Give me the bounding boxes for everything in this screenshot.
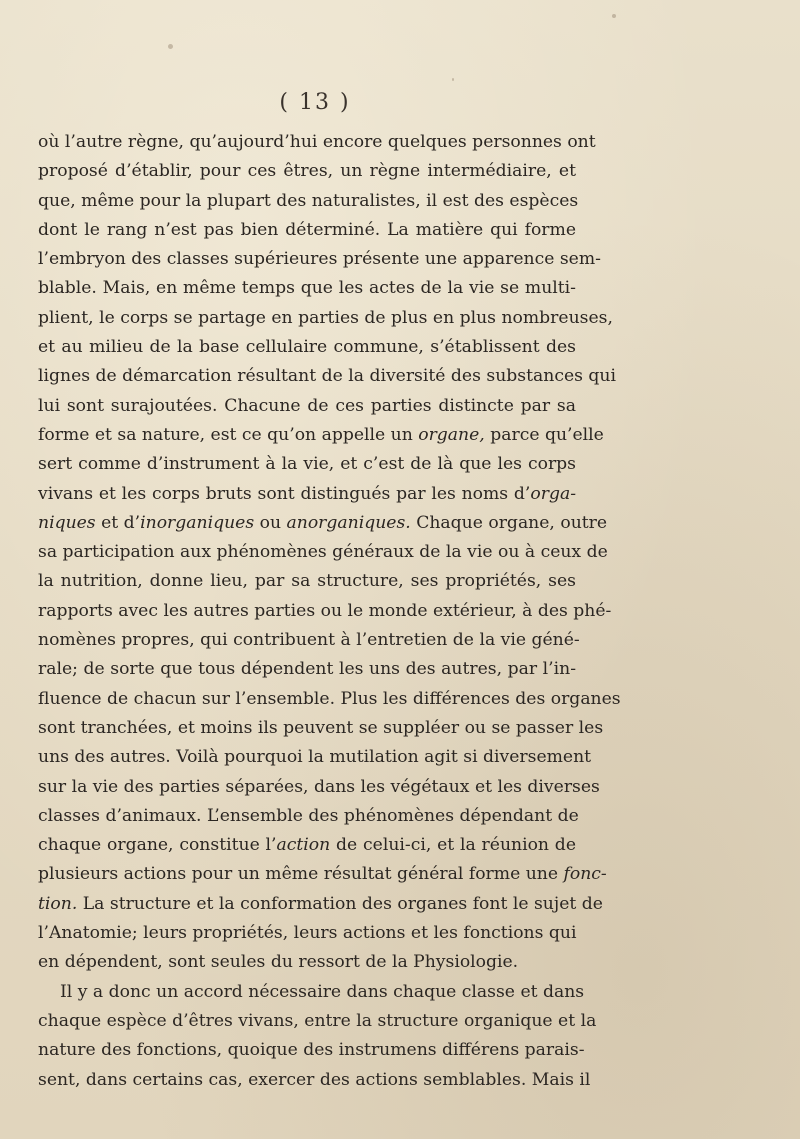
text-run: La structure et la conformation des organes font le sujet de: [77, 893, 603, 914]
text-line: [38, 773, 600, 802]
italic-text: tion.: [38, 893, 78, 914]
text-run: nomènes propres, qui contribuent à l’entretien de la vie géné-: [38, 630, 580, 651]
text-run: l’embryon des classes supérieures présente une apparence sem-: [38, 249, 601, 270]
text-run: classes d’animaux. L’ensemble des phénomènes dépendant de: [38, 805, 579, 826]
text-run: la nutrition, donne lieu, par sa structure, ses propriétés, ses: [38, 571, 576, 592]
text-run: nature des fonctions, quoique des instrumens différens parais-: [38, 1040, 585, 1061]
paper-stain: [452, 78, 454, 81]
text-run: de celui-ci, et la réunion de: [330, 835, 576, 856]
text-run: plient, le corps se partage en parties de plus en plus nombreuses,: [38, 307, 613, 328]
text-line: [38, 392, 576, 421]
italic-text: fonc-: [563, 864, 607, 885]
text-run: lignes de démarcation résultant de la diversité des substances qui: [38, 366, 616, 387]
text-line: [38, 714, 604, 743]
text-line: [38, 187, 579, 216]
text-run: proposé d’établir, pour ces êtres, un règne intermédiaire, et: [38, 161, 576, 182]
text-line: [38, 685, 621, 714]
text-run: en dépendent, sont seules du ressort de la Physiologie.: [38, 952, 519, 973]
text-run: sa participation aux phénomènes généraux de la vie ou à ceux de: [38, 542, 608, 563]
text-line: [38, 919, 576, 948]
text-line: [38, 128, 596, 157]
text-line: [38, 1007, 597, 1036]
text-run: Chaque organe, outre: [410, 512, 608, 533]
italic-text: orga-: [530, 483, 576, 504]
text-run: lui sont surajoutées. Chacune de ces parties distincte par sa: [38, 395, 576, 416]
text-line: [38, 509, 608, 538]
text-line: [38, 948, 576, 977]
text-run: chaque organe, constitue l’: [38, 835, 277, 856]
text-run: sont tranchées, et moins ils peuvent se suppléer ou se passer les: [38, 717, 604, 738]
text-line: [38, 538, 608, 567]
text-line: [38, 157, 576, 186]
text-run: Il y a donc un accord nécessaire dans chaque classe et dans: [60, 981, 585, 1002]
text-line: [38, 362, 616, 391]
text-run: dont le rang n’est pas bien déterminé. La matière qui forme: [38, 219, 576, 240]
text-line: [38, 1066, 591, 1095]
text-run: plusieurs actions pour un même résultat général forme une: [38, 864, 564, 885]
text-line: [38, 860, 607, 889]
text-line: [38, 333, 576, 362]
italic-text: organe,: [418, 424, 485, 445]
text-run: sent, dans certains cas, exercer des actions semblables. Mais il: [38, 1069, 591, 1090]
text-run: que, même pour la plupart des naturalistes, il est des espèces: [38, 190, 579, 211]
text-run: fluence de chacun sur l’ensemble. Plus les différences des organes: [38, 688, 621, 709]
text-line: [38, 304, 613, 333]
text-line: [38, 480, 576, 509]
text-run: et d’: [95, 512, 141, 533]
text-run: et au milieu de la base cellulaire commune, s’établissent des: [38, 337, 576, 358]
text-line: [38, 597, 612, 626]
text-run: blable. Mais, en même temps que les actes de la vie se multi-: [38, 278, 576, 299]
text-line: [38, 274, 576, 303]
text-line: [38, 450, 576, 479]
italic-text: niques: [38, 512, 96, 533]
text-run: vivans et les corps bruts sont distingués par les noms d’: [38, 483, 531, 504]
text-run: où l’autre règne, qu’aujourd’hui encore quelques personnes ont: [38, 132, 596, 152]
text-run: sert comme d’instrument à la vie, et c’est de là que les corps: [38, 454, 576, 475]
text-run: l’Anatomie; leurs propriétés, leurs actions et les fonctions qui: [38, 923, 577, 944]
text-run: parce qu’elle: [484, 424, 604, 445]
text-run: chaque espèce d’êtres vivans, entre la structure organique et la: [38, 1010, 597, 1031]
text-run: forme et sa nature, est ce qu’on appelle un: [38, 424, 419, 445]
paper-stain: [612, 14, 616, 18]
text-run: uns des autres. Voilà pourquoi la mutilation agit si diversement: [38, 747, 592, 768]
text-line: [38, 245, 601, 274]
text-line: [38, 743, 592, 772]
text-line: [38, 567, 576, 596]
text-run: sur la vie des parties séparées, dans les végétaux et les diverses: [38, 776, 600, 797]
italic-text: inorganiques: [140, 512, 255, 533]
text-line: [38, 421, 604, 450]
text-run: ou: [254, 512, 287, 533]
italic-text: action: [276, 835, 331, 856]
text-line: [38, 655, 576, 684]
text-line: [38, 802, 579, 831]
text-line: [38, 216, 576, 245]
page-number: ( 13 ): [279, 90, 351, 115]
body-text: [38, 128, 621, 1095]
text-line: [38, 831, 576, 860]
text-line: [38, 1036, 585, 1065]
text-run: rapports avec les autres parties ou le monde extérieur, à des phé-: [38, 600, 612, 621]
text-line: [38, 978, 585, 1007]
text-line: [38, 626, 580, 655]
text-run: rale; de sorte que tous dépendent les uns des autres, par l’in-: [38, 659, 576, 680]
text-line: [38, 890, 603, 919]
paper-stain: [168, 44, 173, 49]
italic-text: anorganiques.: [286, 512, 411, 533]
